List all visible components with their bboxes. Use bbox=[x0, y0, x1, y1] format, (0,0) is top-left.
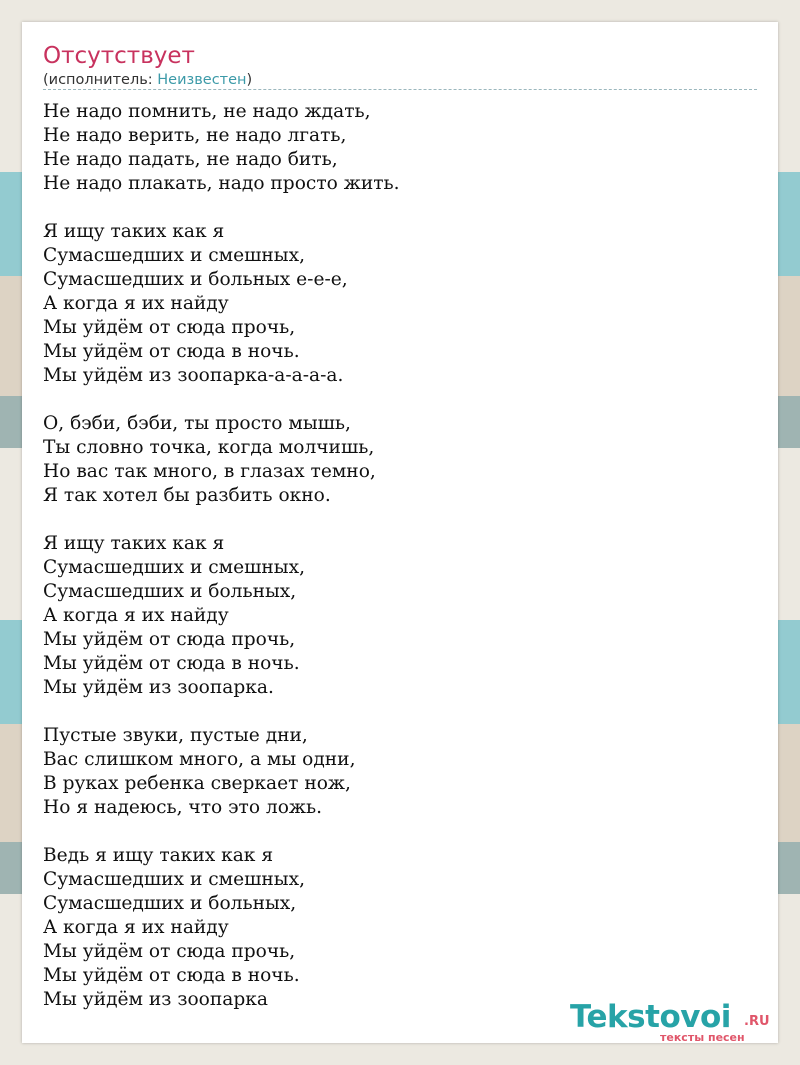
lyric-line: А когда я их найду bbox=[43, 605, 229, 626]
lyric-line: Сумасшедших и смешных, bbox=[43, 869, 306, 890]
lyrics-text bbox=[43, 100, 753, 1012]
stanza-gap bbox=[43, 820, 753, 844]
lyric-line: Не надо плакать, надо просто жить. bbox=[43, 173, 400, 194]
stanza-gap bbox=[43, 700, 753, 724]
lyric-line: Мы уйдём от сюда прочь, bbox=[43, 629, 296, 650]
lyric-line: Но я надеюсь, что это ложь. bbox=[43, 797, 323, 818]
lyric-line: Сумасшедших и смешных, bbox=[43, 557, 306, 578]
lyric-line: Ведь я ищу таких как я bbox=[43, 845, 274, 866]
stanza-gap bbox=[43, 388, 753, 412]
lyric-line: Ты словно точка, когда молчишь, bbox=[43, 437, 375, 458]
lyric-line: Я так хотел бы разбить окно. bbox=[43, 485, 331, 506]
artist-link[interactable]: Неизвестен bbox=[157, 72, 247, 88]
lyric-line: Сумасшедших и больных, bbox=[43, 893, 297, 914]
lyric-line: А когда я их найду bbox=[43, 293, 229, 314]
site-logo[interactable] bbox=[570, 999, 780, 1047]
lyric-line: Мы уйдём от сюда прочь, bbox=[43, 941, 296, 962]
artist-close: ) bbox=[246, 72, 253, 88]
artist-line bbox=[43, 71, 252, 89]
lyric-line: Вас слишком много, а мы одни, bbox=[43, 749, 356, 770]
lyric-line: В руках ребенка сверкает нож, bbox=[43, 773, 351, 794]
lyric-line: Мы уйдём из зоопарка-а-а-а-а. bbox=[43, 365, 344, 386]
lyric-line: Но вас так много, в глазах темно, bbox=[43, 461, 376, 482]
logo-subtitle: тексты песен bbox=[660, 1031, 745, 1044]
lyric-line: Мы уйдём от сюда прочь, bbox=[43, 317, 296, 338]
lyric-line: О, бэби, бэби, ты просто мышь, bbox=[43, 413, 351, 434]
logo-tld: .RU bbox=[744, 1014, 770, 1029]
lyric-line: Мы уйдём из зоопарка. bbox=[43, 677, 274, 698]
lyric-line: Мы уйдём от сюда в ночь. bbox=[43, 653, 300, 674]
divider bbox=[43, 89, 757, 90]
lyric-line: Я ищу таких как я bbox=[43, 221, 225, 242]
lyric-line: Я ищу таких как я bbox=[43, 533, 225, 554]
stanza-gap bbox=[43, 196, 753, 220]
stanza-gap bbox=[43, 508, 753, 532]
artist-label: (исполнитель: bbox=[43, 72, 158, 88]
lyric-line: Сумасшедших и больных е-е-е, bbox=[43, 269, 348, 290]
lyric-line: Сумасшедших и смешных, bbox=[43, 245, 306, 266]
lyrics-card bbox=[22, 22, 778, 1043]
song-title: Отсутствует bbox=[43, 43, 195, 69]
lyric-line: Мы уйдём от сюда в ночь. bbox=[43, 341, 300, 362]
lyric-line: Мы уйдём из зоопарка bbox=[43, 989, 268, 1010]
logo-text: Tekstovoi bbox=[570, 999, 731, 1035]
lyric-line: Не надо верить, не надо лгать, bbox=[43, 125, 347, 146]
lyric-line: Пустые звуки, пустые дни, bbox=[43, 725, 308, 746]
lyric-line: Сумасшедших и больных, bbox=[43, 581, 297, 602]
lyric-line: Мы уйдём от сюда в ночь. bbox=[43, 965, 300, 986]
lyric-line: Не надо помнить, не надо ждать, bbox=[43, 101, 371, 122]
lyric-line: Не надо падать, не надо бить, bbox=[43, 149, 338, 170]
lyric-line: А когда я их найду bbox=[43, 917, 229, 938]
